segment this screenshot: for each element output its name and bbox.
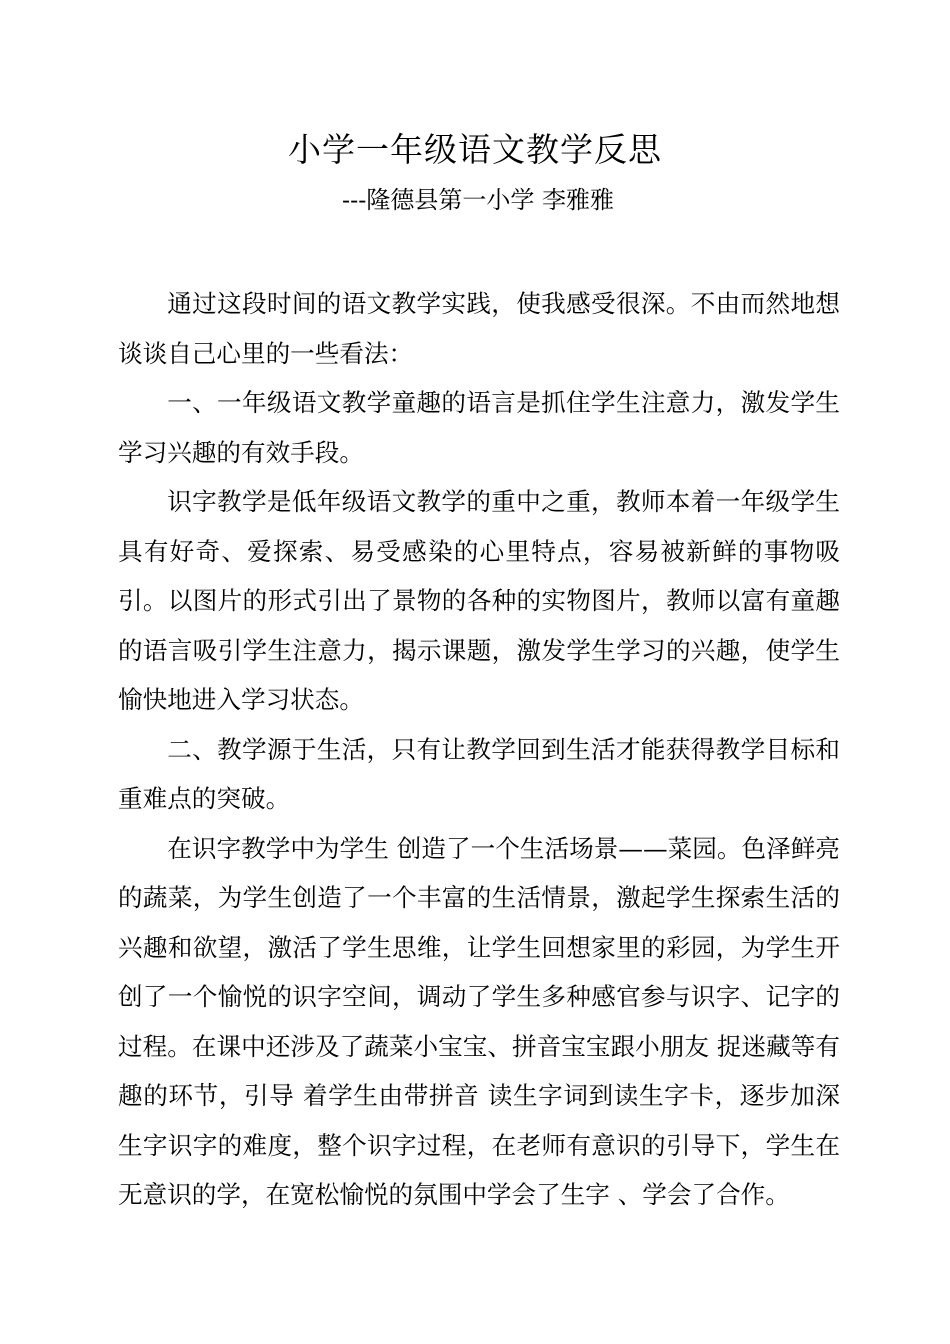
paragraph: 一、一年级语文教学童趣的语言是抓住学生注意力，激发学生学习兴趣的有效手段。 [118,388,840,467]
paragraph: 通过这段时间的语文教学实践，使我感受很深。不由而然地想谈谈自己心里的一些看法： [118,289,840,368]
document-byline: ---隆德县第一小学 李雅雅 [342,186,614,214]
document-title: 小学一年级语文教学反思 [288,130,662,169]
document-body [118,279,840,1220]
paragraph: 二、教学源于生活，只有让教学回到生活才能获得教学目标和重难点的突破。 [118,734,840,813]
paragraph: 在识字教学中为学生 创造了一个生活场景——菜园。色泽鲜亮的蔬菜，为学生创造了一个丰富的生活情景，激起学生探索生活的兴趣和欲望，激活了学生思维，让学生回想家里的彩园，为学生开创了一个愉悦的识字空间，调动了学生多种感官参与识字、记字的过程。在课中还涉及了蔬菜小宝宝、拼音宝宝跟小朋友 捉迷藏等有趣的环节，引导 着学生由带拼音 读生字词到读生字卡，逐步加深生字识字的难度，整个识字过程，在老师有意识的引导下，学生在无意识的学，在宽松愉悦的氛围中学会了生字 、学会了合作。 [118,833,840,1209]
paragraph: 识字教学是低年级语文教学的重中之重，教师本着一年级学生具有好奇、爱探索、易受感染的心里特点，容易被新鲜的事物吸引。以图片的形式引出了景物的各种的实物图片，教师以富有童趣的语言吸引学生注意力，揭示课题，激发学生学习的兴趣，使学生愉快地进入学习状态。 [118,487,840,714]
